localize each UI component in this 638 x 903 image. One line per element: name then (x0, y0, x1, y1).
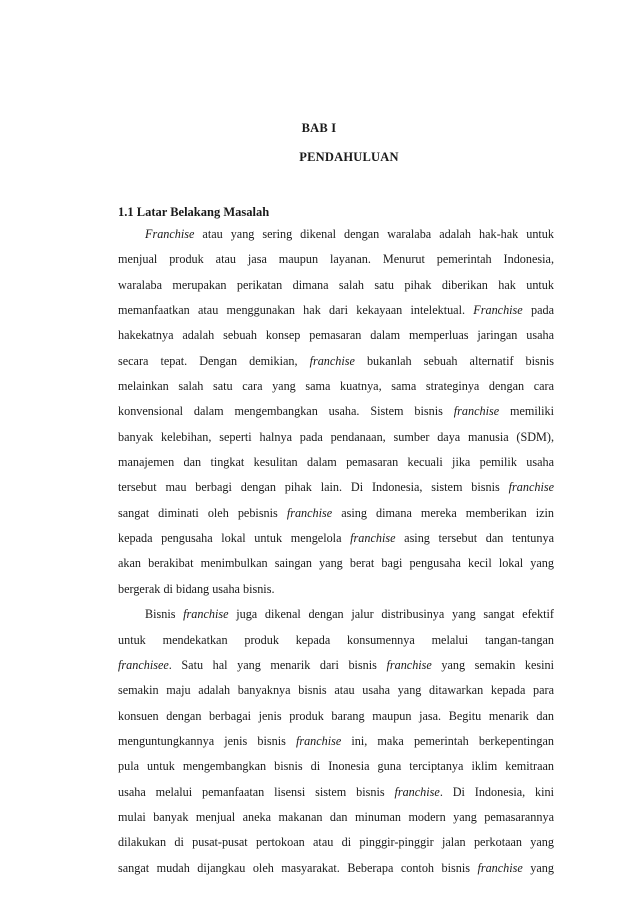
italic-term: franchise (295, 733, 342, 748)
chapter-label: BAB I (301, 121, 337, 135)
italic-term: franchise (394, 784, 440, 799)
text-segment: bukanlah sebuah alternatif bisnis (354, 353, 554, 368)
text-segment: dilakukan di pusat-pusat pertokoan atau di pinggir-pinggir jalan perkotaan yang (118, 835, 554, 850)
text-segment: asing dimana mereka memberikan izin (332, 505, 554, 520)
italic-term: franchise (508, 480, 554, 495)
text-segment: mulai banyak menjual aneka makanan dan minuman modern yang pemasarannya (118, 809, 554, 824)
text-segment: memanfaatkan atau menggunakan hak dari kekayaan intelektual. (118, 303, 474, 318)
text-line (118, 526, 554, 551)
text-segment: pula untuk mengembangkan bisnis di Inonesia guna terciptanya iklim kemitraan (118, 759, 554, 774)
text-segment: manajemen dan tingkat kesulitan dalam pemasaran kecuali jika pemilik usaha (118, 455, 554, 470)
text-segment: pada (522, 303, 554, 318)
text-segment: bergerak di bidang usaha bisnis. (118, 581, 275, 596)
text-segment: juga dikenal dengan jalur distribusinya yang sangat efektif (228, 607, 554, 622)
text-line (118, 830, 554, 855)
italic-term: franchise (309, 353, 355, 368)
text-line (118, 856, 554, 881)
text-line (118, 247, 554, 272)
text-segment: melainkan salah satu cara yang sama kuatnya, sama strateginya dengan cara (118, 379, 554, 394)
italic-term: franchise (453, 404, 500, 419)
text-segment: yang semakin kesini (431, 657, 554, 672)
text-line (118, 298, 554, 323)
text-line (118, 399, 554, 424)
text-line (118, 475, 554, 500)
text-line (118, 425, 554, 450)
text-line (118, 729, 554, 754)
italic-term: franchise (286, 505, 333, 520)
italic-term: Franchise (473, 303, 523, 318)
text-segment: konvensional dalam mengembangkan usaha. Sistem bisnis (118, 404, 454, 419)
section-heading: 1.1 Latar Belakang Masalah (118, 205, 270, 219)
text-segment: akan berakibat menimbulkan saingan yang berat bagi pengusaha kecil lokal yang (118, 556, 554, 571)
text-line (118, 450, 554, 475)
text-segment: asing tersebut dan tentunya (395, 531, 555, 546)
text-line (118, 704, 554, 729)
italic-term: franchise (386, 657, 432, 672)
text-segment: menguntungkannya jenis bisnis (118, 733, 296, 748)
text-line (118, 323, 554, 348)
italic-term: franchise (183, 607, 229, 622)
text-segment: banyak kelebihan, seperti halnya pada pendanaan, sumber daya manusia (SDM), (118, 429, 554, 444)
text-line (118, 273, 554, 298)
text-line (118, 754, 554, 779)
text-segment: untuk mendekatkan produk kepada konsumennya melalui tangan-tangan (118, 632, 554, 647)
text-line (118, 551, 554, 576)
text-line (118, 628, 554, 653)
text-segment: konsuen dengan berbagai jenis produk barang maupun jasa. Begitu menarik dan (118, 708, 554, 723)
text-segment: menjual produk atau jasa maupun layanan. Menurut pemerintah Indonesia, (118, 252, 554, 267)
text-segment: Bisnis (145, 607, 184, 622)
text-segment: tersebut mau berbagi dengan pihak lain. Di Indonesia, sistem bisnis (118, 480, 509, 495)
text-line (118, 653, 554, 678)
text-line (118, 780, 554, 805)
italic-term: franchise (350, 531, 396, 546)
text-line (118, 501, 554, 526)
text-line (118, 374, 554, 399)
italic-term: franchise (477, 860, 523, 875)
text-segment: hakekatnya adalah sebuah konsep pemasaran dalam memperluas jaringan usaha (118, 328, 554, 343)
text-segment: sangat mudah dijangkau oleh masyarakat. Beberapa contoh bisnis (118, 860, 478, 875)
text-segment: semakin maju adalah banyaknya bisnis atau usaha yang ditawarkan kepada para (118, 683, 554, 698)
text-segment: usaha melalui pemanfaatan lisensi sistem bisnis (118, 784, 395, 799)
text-segment: . Satu hal yang menarik dari bisnis (168, 657, 387, 672)
text-line (118, 349, 554, 374)
text-line (118, 222, 554, 247)
italic-term: franchisee (118, 657, 169, 672)
text-line (118, 577, 554, 602)
text-segment: memiliki (499, 404, 554, 419)
italic-term: Franchise (145, 227, 195, 241)
chapter-title: PENDAHULUAN (299, 150, 399, 164)
text-segment: kepada pengusaha lokal untuk mengelola (118, 531, 351, 546)
text-segment: . Di Indonesia, kini (439, 784, 555, 799)
text-segment: atau yang sering dikenal dengan waralaba adalah hak-hak untuk (194, 227, 554, 241)
text-line (118, 678, 554, 703)
text-line (118, 602, 554, 627)
text-segment: yang (522, 860, 554, 875)
body-paragraphs (118, 222, 554, 881)
text-segment: secara tepat. Dengan demikian, (118, 353, 310, 368)
text-segment: sangat diminati oleh pebisnis (118, 505, 287, 520)
text-segment: waralaba merupakan perikatan dimana salah satu pihak diberikan hak untuk (118, 277, 554, 292)
text-line (118, 805, 554, 830)
text-segment: ini, maka pemerintah berkepentingan (341, 733, 555, 748)
